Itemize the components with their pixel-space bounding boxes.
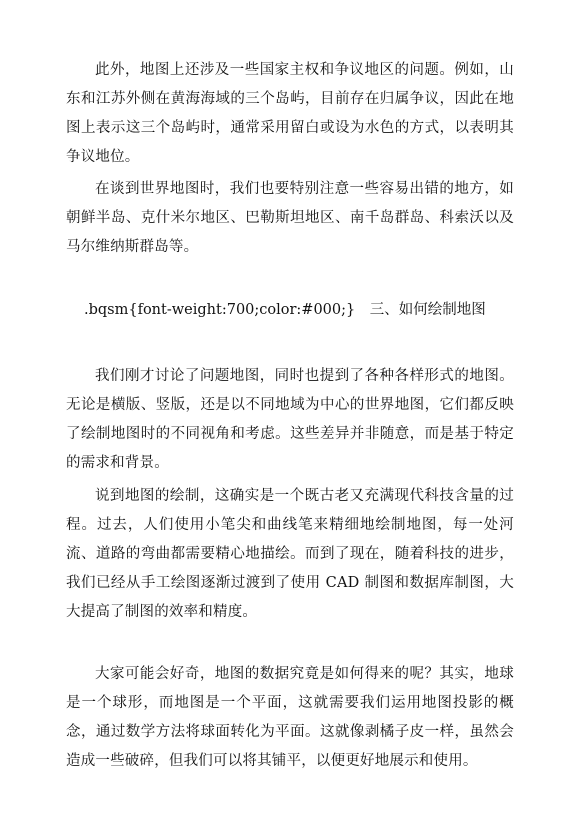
- paragraph-disputed-islands: 此外，地图上还涉及一些国家主权和争议地区的问题。例如，山东和江苏外侧在黄海海域的三个岛屿，目前存在归属争议，因此在地图上表示这三个岛屿时，通常采用留白或设为水色的方式，以表明其争议地位。: [66, 62, 514, 165]
- paragraph-map-forms: 我们刚才讨论了问题地图，同时也提到了各种各样形式的地图。无论是横版、竖版，还是以不同地域为中心的世界地图，它们都反映了绘制地图时的不同视角和考虑。这些差异并非随意，而是基于特定的需求和背景。: [66, 368, 514, 471]
- paragraph-world-map-notes: 在谈到世界地图时，我们也要特别注意一些容易出错的地方，如朝鲜半岛、克什米尔地区、巴勒斯坦地区、南千岛群岛、科索沃以及马尔维纳斯群岛等。: [66, 181, 514, 255]
- paragraph-map-drawing: 说到地图的绘制，这确实是一个既古老又充满现代科技含量的过程。过去，人们使用小笔尖和曲线笔来精细地绘制地图，每一处河流、道路的弯曲都需要精心地描绘。而到了现在，随着科技的进步，我们已经从手工绘图逐渐过渡到了使用 CAD 制图和数据库制图，大大提高了制图的效率和精度。: [66, 488, 514, 620]
- paragraph-map-projection: 大家可能会好奇，地图的数据究竟是如何得来的呢？其实，地球是一个球形，而地图是一个平面，这就需要我们运用地图投影的概念，通过数学方法将球面转化为平面。这就像剥橘子皮一样，虽然会造成一些破碎，但我们可以将其铺平，以便更好地展示和使用。: [66, 666, 514, 769]
- section-heading: .bqsm{font-weight:700;color:#000;} 三、如何绘制地图: [84, 302, 486, 318]
